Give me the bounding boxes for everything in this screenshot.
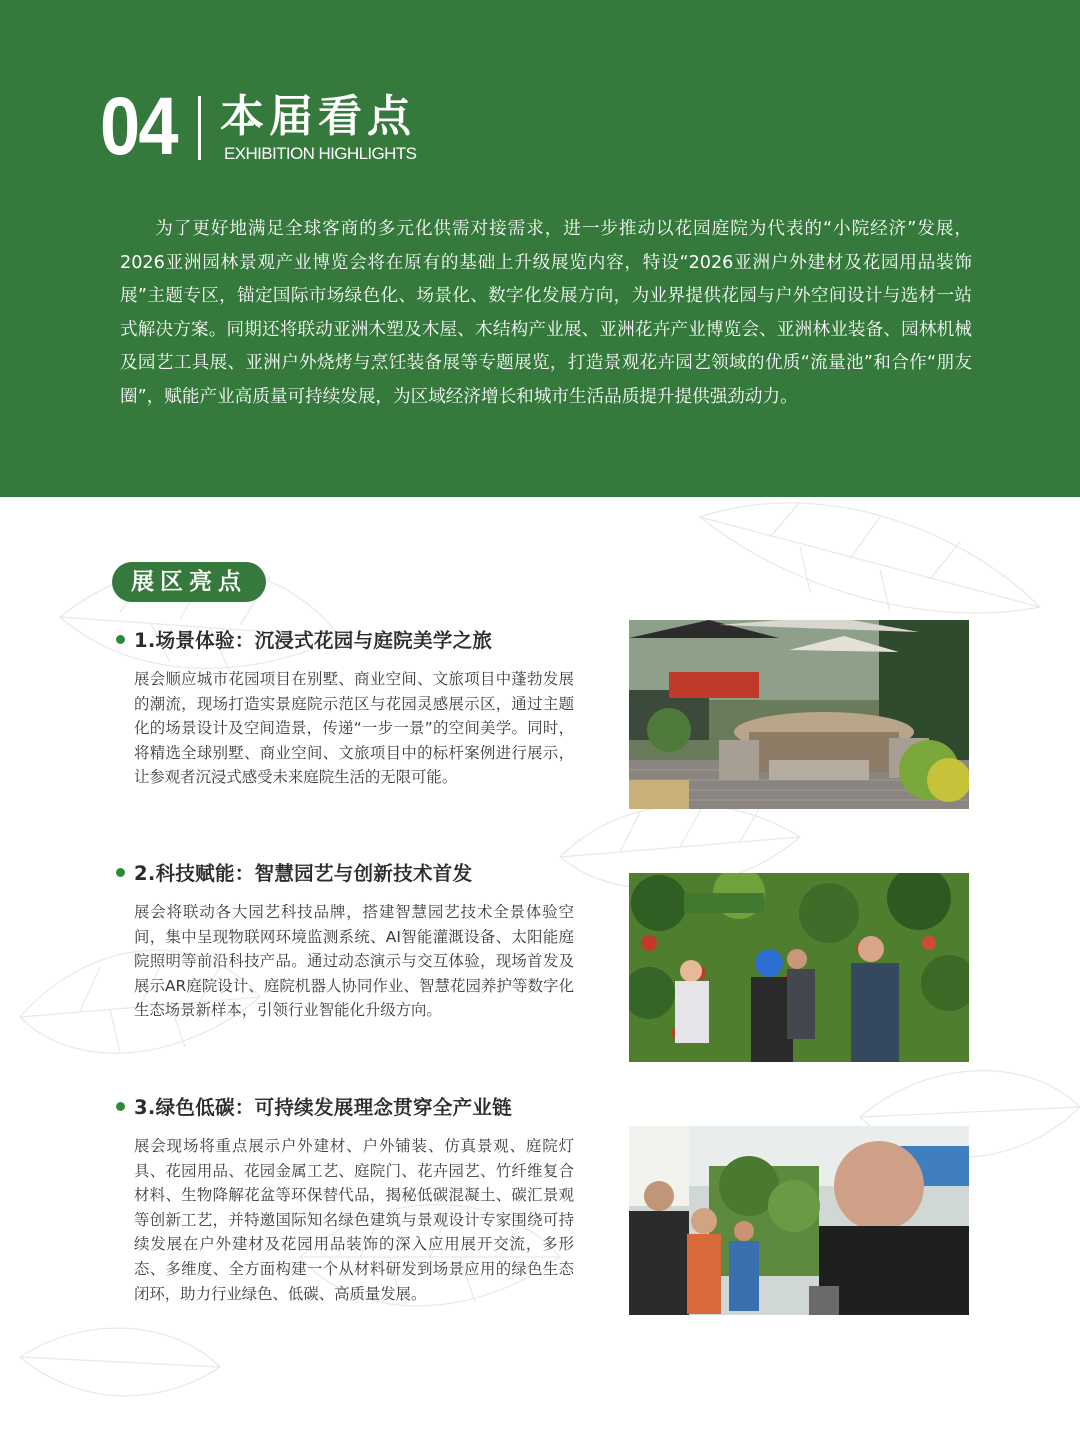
header-banner xyxy=(0,0,1080,497)
section-subtitle: EXHIBITION HIGHLIGHTS xyxy=(224,144,417,163)
intro-paragraph: 为了更好地满足全球客商的多元化供需对接需求，进一步推动以花园庭院为代表的“小院经济”发展，2026亚洲园林景观产业博览会将在原有的基础上升级展览内容，特设“2026亚洲户外建材及花园用品装饰展”主题专区，锚定国际市场绿色化、场景化、数字化发展方向，为业界提供花园与户外空间设计与选材一站式解决方案。同期还将联动亚洲木塑及木屋、木结构产业展、亚洲花卉产业博览会、亚洲林业装备、园林机械及园艺工具展、亚洲户外烧烤与烹饪装备展等专题展览，打造景观花卉园艺领域的优质“流量池”和合作“朋友圈”，赋能产业高质量可持续发展，为区域经济增长和城市生活品质提升提供强劲动力。 xyxy=(120,219,972,407)
zone-highlights-badge: 展区亮点 xyxy=(112,562,266,602)
highlight-3-heading xyxy=(116,1091,512,1121)
bullet-dot xyxy=(116,1102,125,1111)
highlight-2-heading xyxy=(116,857,472,887)
bullet-dot xyxy=(116,868,125,877)
green-wall-visitors-photo xyxy=(629,873,969,1062)
highlight-3-title: 3.绿色低碳：可持续发展理念贯穿全产业链 xyxy=(134,1096,512,1119)
section-number: 04 xyxy=(100,81,177,172)
highlight-1-body: 展会顺应城市花园项目在别墅、商业空间、文旅项目中蓬勃发展的潮流，现场打造实景庭院示范区与花园灵感展示区，通过主题化的场景设计及空间造景，传递“一步一景”的空间美学。同时，将精选全球别墅、商业空间、文旅项目中的标杆案例进行展示，让参观者沉浸式感受未来庭院生活的无限可能。 xyxy=(134,670,574,787)
courtyard-dining-photo xyxy=(629,620,969,809)
highlight-2-title: 2.科技赋能：智慧园艺与创新技术首发 xyxy=(134,862,473,885)
title-divider xyxy=(198,96,201,160)
exhibition-hall-photo xyxy=(629,1126,969,1315)
bullet-dot xyxy=(116,635,125,644)
highlight-1-heading xyxy=(116,624,492,654)
section-title: 本届看点 xyxy=(220,91,416,142)
highlight-3-body: 展会现场将重点展示户外建材、户外铺装、仿真景观、庭院灯具、花园用品、花园金属工艺、庭院门、花卉园艺、竹纤维复合材料、生物降解花盆等环保替代品，揭秘低碳混凝土、碳汇景观等创新工艺，并特邀国际知名绿色建筑与景观设计专家围绕可持续发展在户外建材及花园用品装饰的深入应用展开交流，多形态、多维度、全方面构建一个从材料研发到场景应用的绿色生态闭环，助力行业绿色、低碳、高质量发展。 xyxy=(134,1137,574,1303)
highlight-1-title: 1.场景体验：沉浸式花园与庭院美学之旅 xyxy=(134,629,493,652)
highlight-2-body: 展会将联动各大园艺科技品牌，搭建智慧园艺技术全景体验空间，集中呈现物联网环境监测系统、AI智能灌溉设备、太阳能庭院照明等前沿科技产品。通过动态演示与交互体验，现场首发及展示AR庭院设计、庭院机器人协同作业、智慧花园养护等数字化生态场景新样本，引领行业智能化升级方向。 xyxy=(134,903,574,1020)
